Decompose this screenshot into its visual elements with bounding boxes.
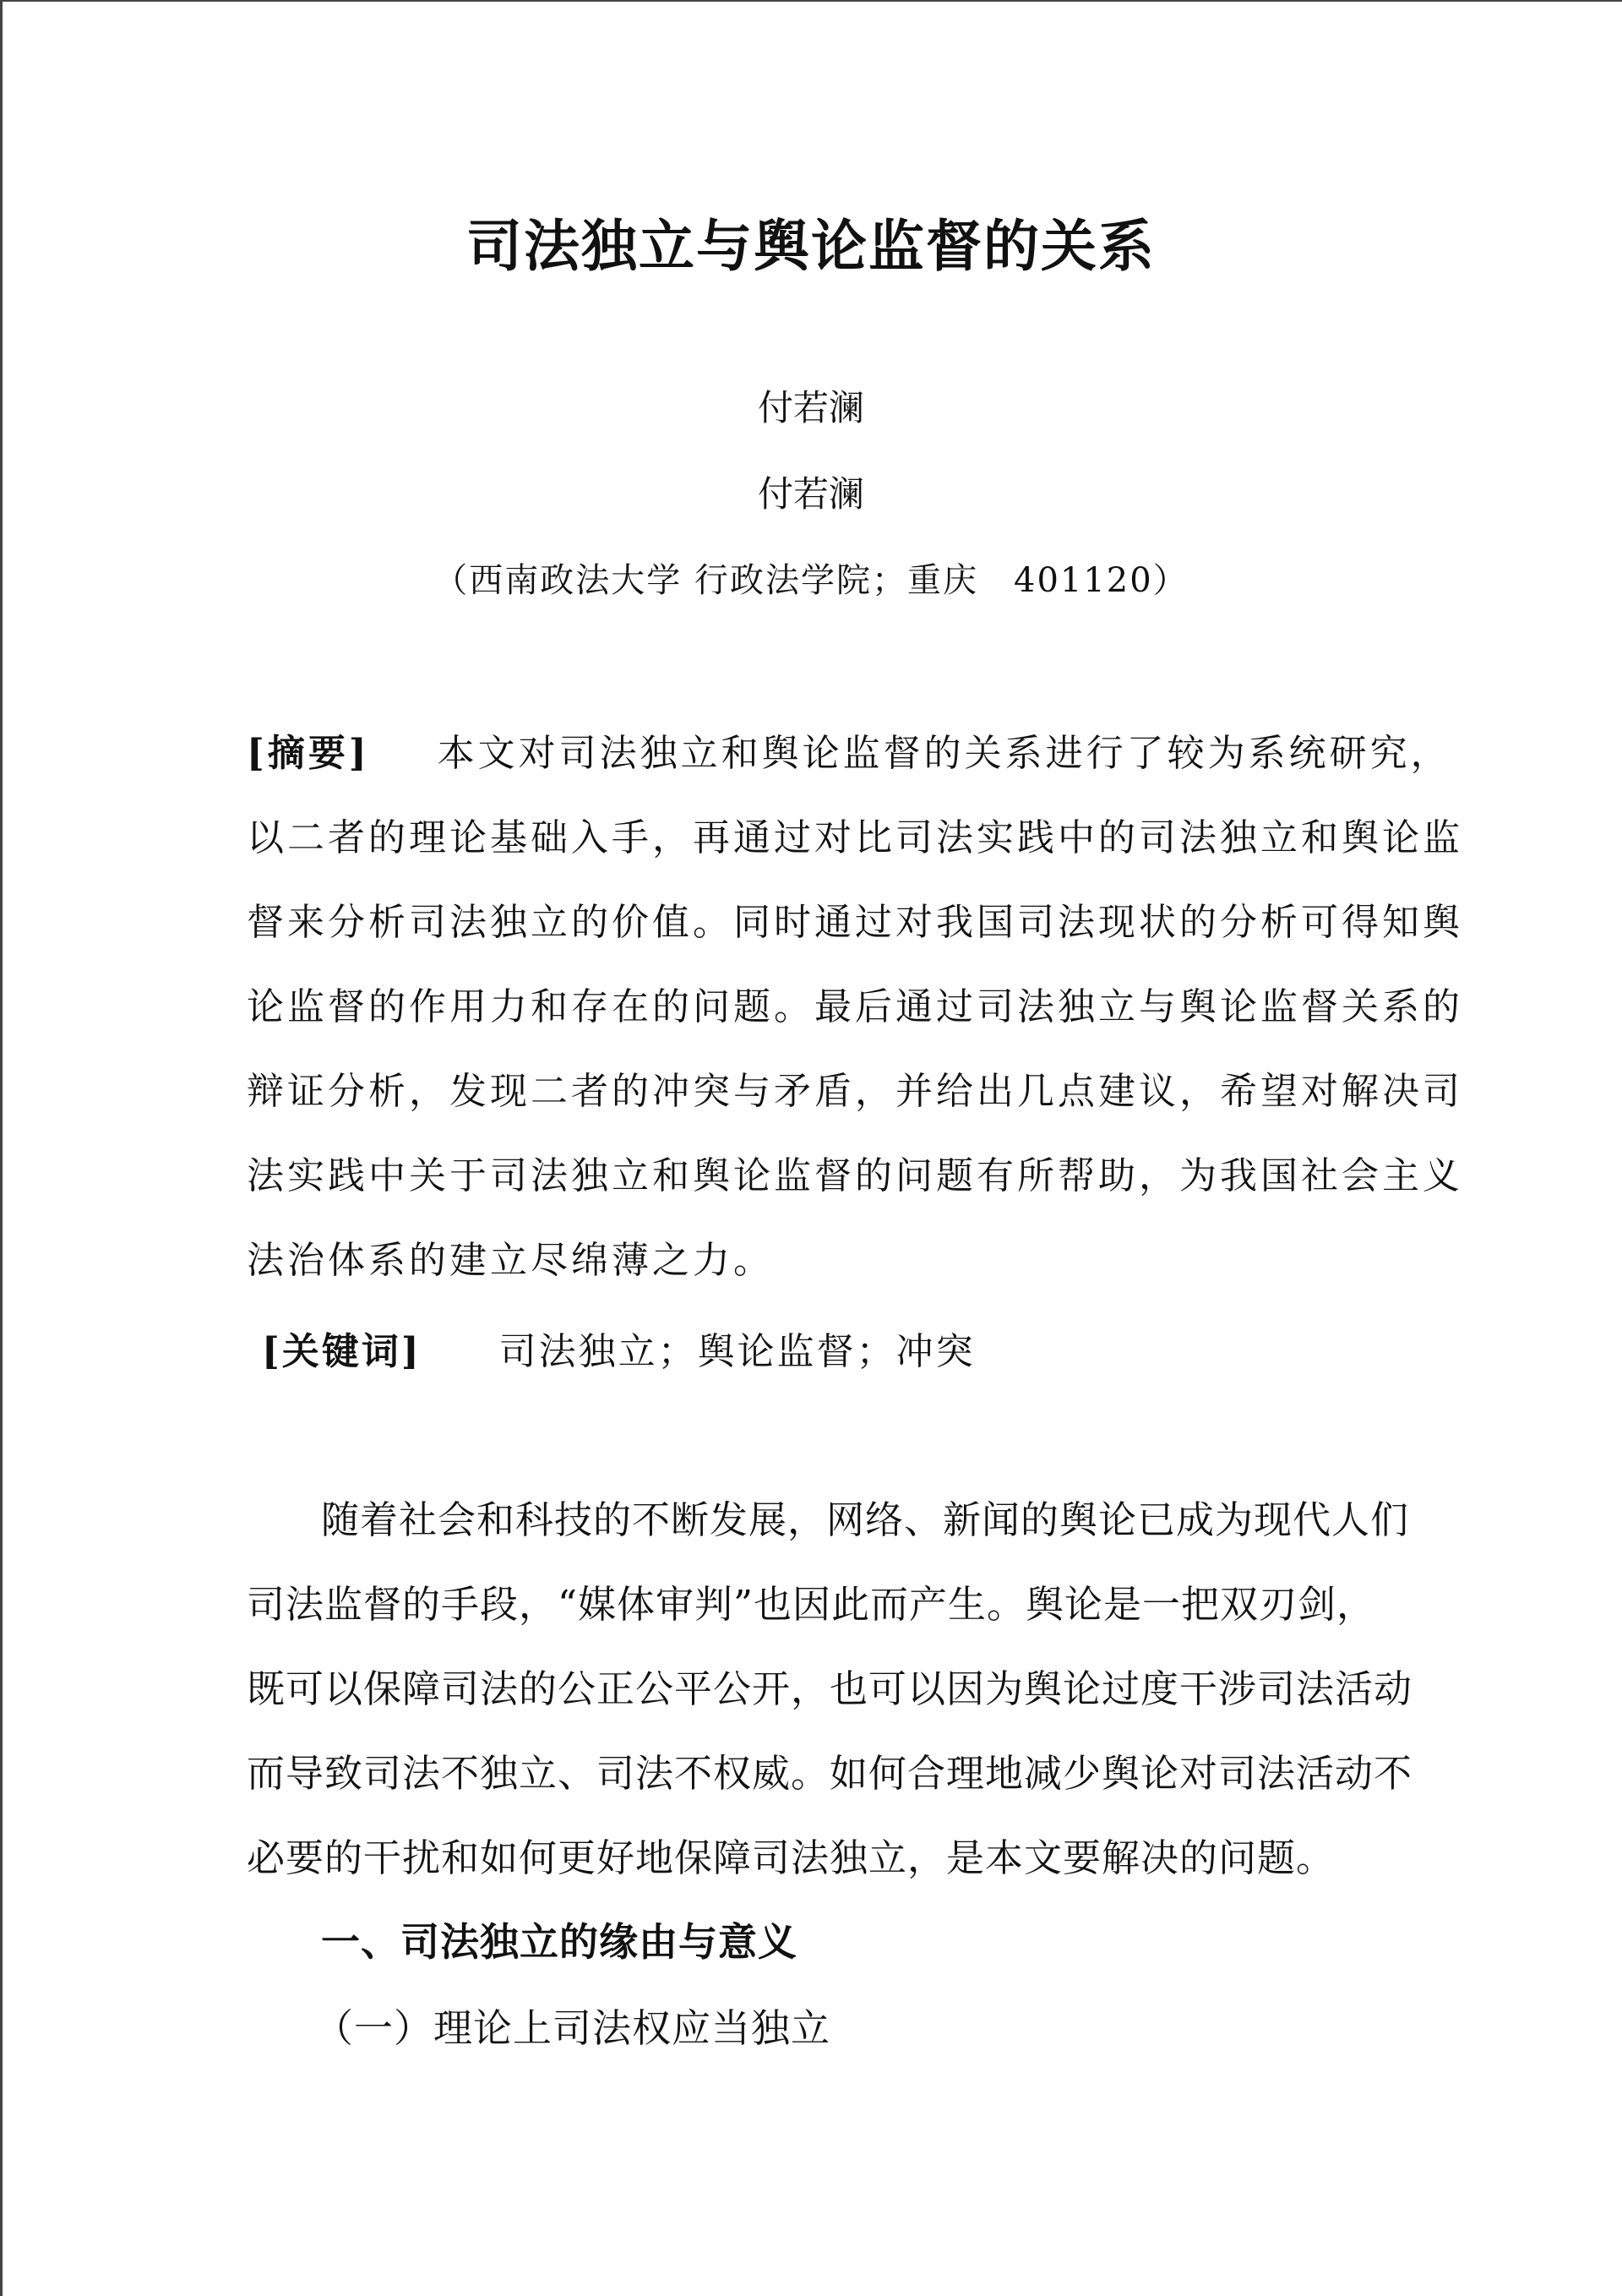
body-paragraph-line: 必要的干扰和如何更好地保障司法独立，是本文要解决的问题。: [247, 1835, 1336, 1880]
body-paragraph-line: 既可以保障司法的公正公平公开，也可以因为舆论过度干涉司法活动: [247, 1666, 1413, 1711]
body-paragraph-line: 随着社会和科技的不断发展，网络、新闻的舆论已成为现代人们: [321, 1497, 1410, 1542]
keywords-label: [关键词]: [262, 1330, 422, 1373]
page-border-left: [0, 0, 3, 2296]
page-border-top: [0, 0, 1622, 2]
abstract-text: 本文对司法独立和舆论监督的关系进行了较为系统研究，: [437, 732, 1451, 775]
body-paragraph-line: 而导致司法不独立、司法不权威。如何合理地减少舆论对司法活动不: [247, 1751, 1413, 1796]
abstract-line: 论监督的作用力和存在的问题。最后通过司法独立与舆论监督关系的: [247, 985, 1463, 1028]
paper-title: 司法独立与舆论监督的关系: [466, 213, 1156, 279]
abstract-label: [摘要]: [247, 732, 370, 775]
abstract-line: 法实践中关于司法独立和舆论监督的问题有所帮助，为我国社会主义: [247, 1154, 1463, 1197]
abstract-line: 督来分析司法独立的价值。同时通过对我国司法现状的分析可得知舆: [247, 901, 1463, 944]
abstract-line: [247, 723, 1451, 777]
subsection-heading: （一）理论上司法权应当独立: [314, 2005, 830, 2051]
keywords-line: [262, 1321, 976, 1375]
author-name: 付若澜: [757, 473, 864, 515]
section-heading: 一、司法独立的缘由与意义: [321, 1919, 797, 1965]
abstract-line: 法治体系的建立尽绵薄之力。: [247, 1239, 774, 1282]
body-paragraph-line: 司法监督的手段，“媒体审判”也因此而产生。舆论是一把双刃剑，: [247, 1582, 1376, 1627]
affiliation: （西南政法大学 行政法学院；重庆 401120）: [433, 561, 1189, 600]
keywords-text: 司法独立；舆论监督；冲突: [498, 1330, 976, 1373]
abstract-line: 以二者的理论基础入手，再通过对比司法实践中的司法独立和舆论监: [247, 816, 1463, 859]
author-name: 付若澜: [757, 387, 864, 428]
abstract-line: 辩证分析，发现二者的冲突与矛盾，并给出几点建议，希望对解决司: [247, 1070, 1463, 1113]
